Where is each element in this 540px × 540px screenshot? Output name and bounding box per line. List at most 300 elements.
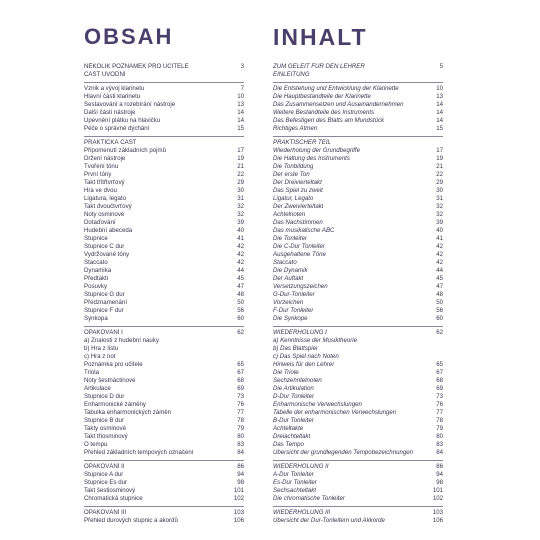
toc-entry-title: Takt dvoučtvrťový (84, 203, 132, 210)
toc-entry (273, 479, 443, 487)
toc-entry-title: Tabelle der enharmonischen Verwechslungen (273, 409, 397, 416)
toc-entry-page: 29 (237, 179, 244, 186)
toc-entry-page: 67 (237, 369, 244, 376)
toc-entry-page: 32 (237, 203, 244, 210)
toc-entry-page: 40 (237, 227, 244, 234)
toc-entry-page: 7 (240, 85, 244, 92)
toc-entry (84, 425, 244, 433)
toc-entry (84, 487, 244, 495)
toc-entry-page: 86 (436, 463, 443, 470)
toc-entry-title: D-Dur Tonleiter (273, 393, 315, 400)
toc-entry (273, 425, 443, 433)
toc-entry-title: Versetzungszeichen (273, 283, 328, 290)
toc-entry-page: 102 (233, 495, 244, 502)
toc-entry-title: Dreiachteltakt (273, 433, 311, 440)
toc-entry-title: Hra ve dvou (84, 187, 117, 194)
toc-entry-page: 68 (436, 377, 443, 384)
toc-entry (84, 417, 244, 425)
toc-entry (84, 109, 244, 117)
toc-entry (273, 187, 443, 195)
toc-entry-title: Přehled durových stupnic a akordů (84, 517, 178, 524)
toc-entry (84, 227, 244, 235)
toc-entry-title: Ligatur, Legato (273, 195, 314, 202)
toc-entry (273, 517, 443, 525)
toc-entry-page: 47 (237, 283, 244, 290)
toc-entry-title: O tempu (84, 441, 108, 448)
toc-entry-page: 76 (436, 401, 443, 408)
toc-entry-page: 40 (436, 227, 443, 234)
toc-entry-page: 39 (237, 219, 244, 226)
toc-entry-title: Das Befestigen des Blatts am Mundstück (273, 117, 385, 124)
toc-entry-page: 13 (237, 101, 244, 108)
toc-entry (273, 101, 443, 109)
toc-entry (84, 449, 244, 457)
toc-entry-page: 78 (237, 417, 244, 424)
toc-entry-page: 79 (436, 425, 443, 432)
toc-entry-page: 14 (436, 109, 443, 116)
toc-entry (84, 179, 244, 187)
toc-entry (273, 155, 443, 163)
toc-entry-page: 22 (436, 171, 443, 178)
toc-entry (273, 93, 443, 101)
toc-entry-title: Artikulace (84, 385, 111, 392)
toc-entry-title: NĚKOLIK POZNÁMEK PRO UČITELE (84, 63, 189, 70)
toc-entry-title: Posuvky (84, 283, 108, 290)
toc-entry-title: Hlavní části klarinetu (84, 93, 141, 100)
toc-entry-page: 62 (436, 329, 443, 336)
toc-entry (273, 337, 443, 345)
toc-entry-page: 42 (237, 243, 244, 250)
toc-entry-title: OPAKOVÁNÍ II (84, 463, 125, 470)
toc-entry-title: Chromatická stupnice (84, 495, 143, 502)
toc-entry-title: Stupnice F dur (84, 307, 124, 314)
toc-entry (84, 495, 244, 503)
toc-entry-title: Das Tempo (273, 441, 304, 448)
toc-entry-title: Stupnice A dur (84, 471, 124, 478)
toc-entry-page: 50 (237, 299, 244, 306)
toc-entry (273, 495, 443, 503)
toc-entry-title: Der Dreivierteltakt (273, 179, 322, 186)
toc-entry-title: Die C-Dur Tonleiter (273, 243, 325, 250)
toc-entry-title: Synkopa (84, 315, 108, 322)
toc-entry-page: 76 (237, 401, 244, 408)
toc-entry-title: Ligatura, legato (84, 195, 127, 202)
toc-entry-title: Dynamika (84, 267, 112, 274)
toc-entry (273, 203, 443, 211)
toc-entry-page: 102 (432, 495, 443, 502)
toc-entry-page: 13 (436, 93, 443, 100)
toc-entry (84, 315, 244, 323)
toc-entry-title: WIEDERHOLUNG III (273, 509, 331, 516)
toc-entry (84, 93, 244, 101)
toc-entry (273, 433, 443, 441)
toc-entry-title: Staccato (273, 259, 297, 266)
toc-entry-title: Triola (84, 369, 100, 376)
toc-entry-title: Sestavování a rozebírání nástroje (84, 101, 176, 108)
toc-entry-title: Die chromatische Tonleiter (273, 495, 345, 502)
toc-entry (84, 401, 244, 409)
inhalt-section (273, 509, 443, 525)
obsah-section (84, 329, 244, 457)
toc-entry-title: b) Das Blattspiel (273, 345, 318, 352)
toc-entry-title: F-Dur Tonleiter (273, 307, 314, 314)
toc-entry (84, 479, 244, 487)
toc-entry (84, 171, 244, 179)
toc-entry (273, 441, 443, 449)
toc-entry-title: Die Artikulation (273, 385, 314, 392)
toc-entry-page: 48 (436, 291, 443, 298)
toc-entry-title: Stupnice B dur (84, 417, 124, 424)
toc-entry (84, 307, 244, 315)
toc-entry-title: Takt třítřtvrťový (84, 179, 125, 186)
toc-entry-title: PRAKTICKÁ ČÁST (84, 139, 137, 146)
toc-entry (273, 393, 443, 401)
toc-entry (84, 147, 244, 155)
toc-entry-title: OPAKOVÁNÍ I (84, 329, 123, 336)
toc-entry-page: 32 (436, 211, 443, 218)
toc-entry (273, 291, 443, 299)
toc-entry-page: 98 (436, 479, 443, 486)
toc-entry-title: Richtiges Atmen (273, 125, 318, 132)
toc-entry (273, 85, 443, 93)
toc-entry (84, 155, 244, 163)
toc-entry-page: 32 (436, 203, 443, 210)
toc-entry-title: a) Znalosti z hudební nauky (84, 337, 159, 344)
toc-entry-page: 31 (237, 195, 244, 202)
toc-entry-title: Übersicht der Dur-Tonleitern und Akkorde (273, 517, 385, 524)
toc-entry-page: 3 (240, 63, 244, 70)
toc-entry-title: Staccato (84, 259, 108, 266)
toc-entry-title: WIEDERHOLUNG I (273, 329, 327, 336)
toc-entry (84, 275, 244, 283)
toc-entry-title: Připomenutí základních pojmů (84, 147, 166, 154)
toc-entry (84, 409, 244, 417)
toc-entry-title: OPAKOVÁNÍ III (84, 509, 127, 516)
toc-entry (273, 267, 443, 275)
toc-entry-title: Stupnice D dur (84, 393, 125, 400)
toc-entry (84, 125, 244, 133)
toc-entry-page: 50 (436, 299, 443, 306)
toc-entry-page: 19 (237, 155, 244, 162)
toc-entry (84, 345, 244, 353)
obsah-section (84, 139, 244, 323)
toc-entry-page: 73 (436, 393, 443, 400)
toc-entry-page: 60 (436, 315, 443, 322)
inhalt-section (273, 463, 443, 503)
toc-entry-page: 41 (237, 235, 244, 242)
toc-entry-page: 78 (436, 417, 443, 424)
toc-entry-title: Upevnění plátku na hlavičku (84, 117, 161, 124)
toc-entry-page: 41 (436, 235, 443, 242)
toc-entry-title: Vydržované tóny (84, 251, 130, 258)
toc-entry-page: 44 (237, 267, 244, 274)
toc-entry-title: c) Das Spiel nach Noten (273, 353, 339, 360)
section-divider (84, 136, 244, 137)
toc-entry (273, 235, 443, 243)
toc-entry (273, 109, 443, 117)
toc-entry-title: G-Dur-Tonleiter (273, 291, 315, 298)
toc-entry-title: Takt třiosminový (84, 433, 128, 440)
toc-entry (273, 147, 443, 155)
toc-entry (84, 393, 244, 401)
toc-entry-page: 42 (436, 259, 443, 266)
toc-entry-page: 47 (436, 283, 443, 290)
toc-entry-page: 80 (436, 433, 443, 440)
toc-entry-page: 29 (436, 179, 443, 186)
toc-entry-page: 30 (436, 187, 443, 194)
toc-entry (273, 487, 443, 495)
toc-entry-page: 42 (237, 259, 244, 266)
toc-entry-page: 84 (436, 449, 443, 456)
toc-entry-page: 56 (436, 307, 443, 314)
toc-entry-page: 68 (237, 377, 244, 384)
toc-entry-page: 45 (436, 275, 443, 282)
toc-entry-page: 94 (436, 471, 443, 478)
toc-entry (273, 283, 443, 291)
inhalt-section (273, 85, 443, 133)
toc-entry-page: 45 (237, 275, 244, 282)
toc-entry-title: Vorzeichen (273, 299, 304, 306)
toc-entry-title: Předznamenání (84, 299, 128, 306)
toc-entry-page: 21 (436, 163, 443, 170)
toc-entry (84, 251, 244, 259)
toc-entry-page: 65 (436, 361, 443, 368)
toc-entry (273, 369, 443, 377)
section-divider (273, 326, 443, 327)
toc-entry (84, 377, 244, 385)
toc-entry-title: Hinweis für den Lehrer (273, 361, 335, 368)
toc-entry-title: Das musikalische ABC (273, 227, 335, 234)
toc-entry (84, 299, 244, 307)
toc-entry (84, 329, 244, 337)
toc-entry-title: A-Dur Tonleiter (273, 471, 314, 478)
toc-entry (84, 243, 244, 251)
toc-entry (84, 63, 244, 71)
toc-entry-page: 77 (237, 409, 244, 416)
toc-entry-page: 39 (436, 219, 443, 226)
toc-entry-page: 21 (237, 163, 244, 170)
toc-entry-title: Der erste Ton (273, 171, 310, 178)
toc-entry-title: Die Synkope (273, 315, 308, 322)
toc-entry (273, 361, 443, 369)
toc-entry-title: Die Triole (273, 369, 299, 376)
toc-entry-page: 42 (436, 251, 443, 258)
section-divider (84, 506, 244, 507)
toc-entry-page: 73 (237, 393, 244, 400)
toc-entry-page: 32 (237, 211, 244, 218)
toc-entry (273, 219, 443, 227)
obsah-column (84, 22, 244, 525)
toc-entry-title: Der Zweivierteltakt (273, 203, 324, 210)
toc-entry-title: Die Haltung des Instruments (273, 155, 350, 162)
toc-entry-page: 14 (436, 101, 443, 108)
toc-entry-title: Stupnice G dur (84, 291, 125, 298)
toc-entry-title: Poznámka pro učitele (84, 361, 143, 368)
toc-entry (84, 235, 244, 243)
toc-entry-title: Die Entstehung und Entwicklung der Klarinette (273, 85, 399, 92)
toc-entry (84, 441, 244, 449)
toc-entry-title: Das Spiel zu zweit (273, 187, 323, 194)
toc-entry-title: Stupnice (84, 235, 108, 242)
toc-entry-page: 84 (237, 449, 244, 456)
section-divider (273, 82, 443, 83)
toc-entry (84, 283, 244, 291)
toc-entry (273, 275, 443, 283)
toc-entry-title: Přehled základních tempových označení (84, 449, 194, 456)
toc-entry (273, 259, 443, 267)
toc-entry (273, 227, 443, 235)
toc-entry-title: Noty osminové (84, 211, 125, 218)
toc-entry (273, 139, 443, 147)
obsah-title: OBSAH (84, 24, 174, 49)
toc-entry-page: 103 (233, 509, 244, 516)
toc-entry-page: 79 (237, 425, 244, 432)
section-divider (273, 136, 443, 137)
section-divider (273, 460, 443, 461)
toc-entry (273, 345, 443, 353)
toc-entry-page: 14 (237, 117, 244, 124)
toc-entry-page: 69 (436, 385, 443, 392)
toc-entry (273, 307, 443, 315)
toc-entry-title: Weitere Bestandteile des Instruments (273, 109, 375, 116)
toc-entry-title: Předtaktí (84, 275, 109, 282)
toc-entry (273, 195, 443, 203)
toc-entry (84, 353, 244, 361)
toc-entry-page: 44 (436, 267, 443, 274)
toc-entry-title: Péče o správné dýchání (84, 125, 150, 132)
toc-entry-title: EINLEITUNG (273, 71, 310, 78)
toc-entry (273, 471, 443, 479)
toc-entry-title: Noty šestnáctinové (84, 377, 136, 384)
toc-entry-title: Das Zusammensetzen und Auseinandernehmen (273, 101, 404, 108)
toc-entry-title: První tóny (84, 171, 112, 178)
toc-entry-title: Další části nástroje (84, 109, 136, 116)
toc-entry-title: b) Hra z listu (84, 345, 119, 352)
toc-entry-page: 83 (436, 441, 443, 448)
toc-entry (273, 463, 443, 471)
toc-entry (273, 299, 443, 307)
obsah-section (84, 463, 244, 503)
toc-entry (273, 163, 443, 171)
toc-entry (273, 385, 443, 393)
obsah-section (84, 509, 244, 525)
toc-entry-title: Die Tonbildung (273, 163, 314, 170)
toc-entry-page: 86 (237, 463, 244, 470)
toc-entry (273, 179, 443, 187)
toc-entry (273, 125, 443, 133)
toc-entry (84, 219, 244, 227)
toc-entry-title: Hudební abeceda (84, 227, 133, 234)
toc-entry (273, 377, 443, 385)
toc-entry (84, 463, 244, 471)
toc-entry-title: Die Tonleiter (273, 235, 307, 242)
obsah-section (84, 63, 244, 79)
toc-entry (84, 187, 244, 195)
toc-entry (84, 471, 244, 479)
toc-entry-page: 14 (237, 109, 244, 116)
inhalt-section (273, 329, 443, 457)
toc-entry (84, 195, 244, 203)
inhalt-column (273, 22, 443, 525)
toc-entry (84, 101, 244, 109)
toc-entry-page: 14 (436, 117, 443, 124)
toc-entry-page: 60 (237, 315, 244, 322)
toc-entry (273, 417, 443, 425)
obsah-section (84, 85, 244, 133)
toc-entry-page: 94 (237, 471, 244, 478)
toc-entry-page: 15 (237, 125, 244, 132)
toc-entry-title: Stupnice Es dur (84, 479, 128, 486)
toc-entry-page: 106 (432, 517, 443, 524)
toc-entry (273, 63, 443, 71)
toc-entry-page: 83 (237, 441, 244, 448)
section-divider (84, 82, 244, 83)
toc-entry (84, 291, 244, 299)
toc-entry-title: Stupnice C dur (84, 243, 125, 250)
toc-entry (84, 203, 244, 211)
toc-entry-page: 10 (436, 85, 443, 92)
inhalt-section (273, 139, 443, 323)
toc-entry-page: 22 (237, 171, 244, 178)
toc-entry-title: a) Kenntnisse der Musiktheorie (273, 337, 358, 344)
toc-entry (273, 243, 443, 251)
toc-entry-page: 30 (237, 187, 244, 194)
toc-entry-title: Achtelnoten (273, 211, 306, 218)
toc-entry (84, 163, 244, 171)
toc-entry (84, 117, 244, 125)
toc-entry-title: Der Auftakt (273, 275, 304, 282)
toc-entry-title: Takty osminové (84, 425, 126, 432)
toc-entry-page: 19 (436, 155, 443, 162)
section-divider (273, 506, 443, 507)
toc-entry-page: 17 (237, 147, 244, 154)
toc-entry-page: 56 (237, 307, 244, 314)
toc-entry-title: Das Nachstimmen (273, 219, 323, 226)
toc-entry (273, 449, 443, 457)
toc-entry-page: 17 (436, 147, 443, 154)
toc-entry (84, 369, 244, 377)
section-divider (84, 460, 244, 461)
toc-entry-title: ČÁST ÚVODNÍ (84, 71, 126, 78)
toc-entry-title: Držení nástroje (84, 155, 126, 162)
toc-entry-title: Ausgehaltene Töne (273, 251, 326, 258)
toc-entry (84, 509, 244, 517)
toc-entry-page: 101 (432, 487, 443, 494)
toc-entry-page: 62 (237, 329, 244, 336)
toc-entry (84, 139, 244, 147)
toc-entry-title: Es-Dur Tonleiter (273, 479, 317, 486)
toc-entry-title: c) Hra z not (84, 353, 116, 360)
toc-entry-page: 15 (436, 125, 443, 132)
toc-entry-page: 98 (237, 479, 244, 486)
toc-entry (273, 353, 443, 361)
toc-entry-title: Sechzehntelnoten (273, 377, 322, 384)
toc-entry (273, 315, 443, 323)
toc-entry (84, 267, 244, 275)
toc-entry (273, 211, 443, 219)
toc-entry-page: 69 (237, 385, 244, 392)
toc-entry-title: Tvoření tónu (84, 163, 119, 170)
toc-entry-title: Vznik a vývoj klarinetu (84, 85, 145, 92)
inhalt-section (273, 63, 443, 79)
toc-entry-title: Die Hauptbestandteile der Klarinette (273, 93, 371, 100)
toc-entry-title: Enharmonische Verwechslungen (273, 401, 362, 408)
toc-entry (84, 337, 244, 345)
section-divider (84, 326, 244, 327)
toc-entry-page: 80 (237, 433, 244, 440)
toc-entry (273, 509, 443, 517)
toc-entry (273, 171, 443, 179)
